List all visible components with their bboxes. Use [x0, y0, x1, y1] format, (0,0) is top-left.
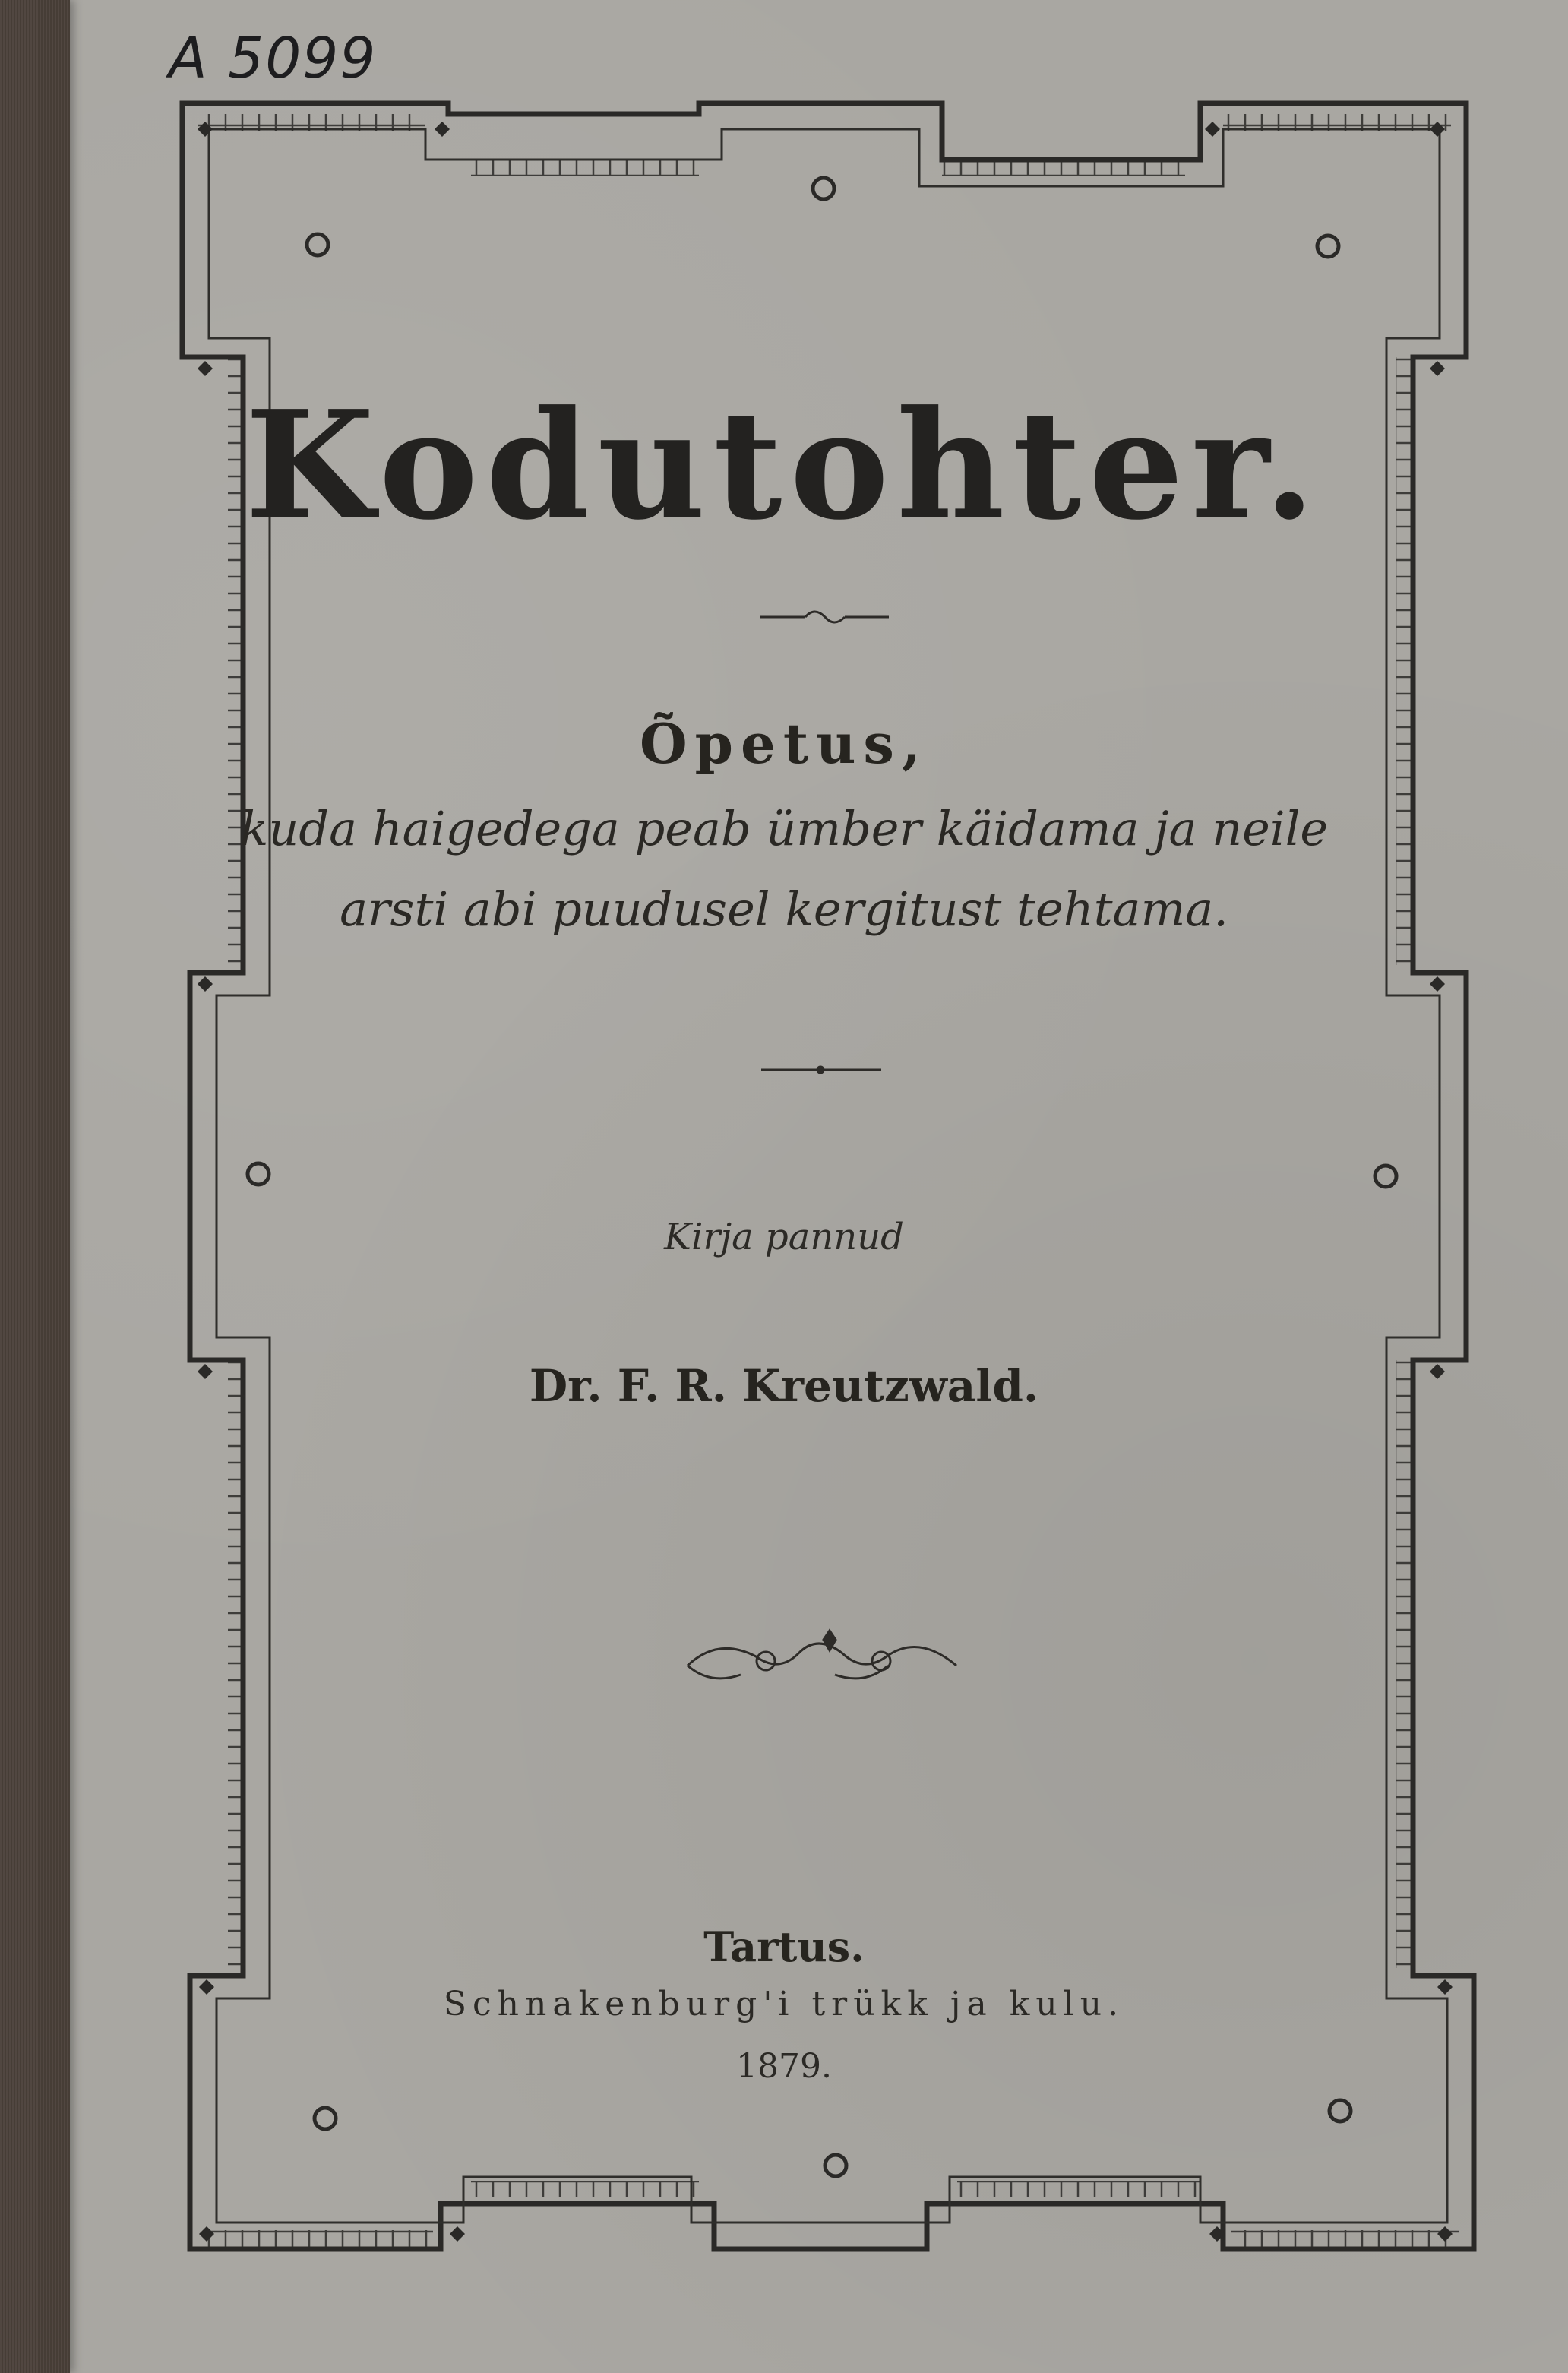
author-name: Dr. F. R. Kreutzwald.: [529, 1360, 1039, 1412]
imprint-printer: Schnakenburg'i trükk ja kulu.: [443, 1985, 1125, 2023]
book-subtitle: Õpetus,: [639, 711, 929, 776]
description-line-2: arsti abi puudusel kergitust tehtama.: [340, 881, 1228, 937]
description-line-1: kuda haigedega peab ümber käidama ja neile: [239, 801, 1329, 856]
inventory-number: A 5099: [169, 26, 378, 91]
book-title: Kodutohter.: [245, 378, 1323, 553]
imprint-year: 1879.: [736, 2047, 832, 2086]
byline: Kirja pannud: [664, 1216, 904, 1258]
imprint-city: Tartus.: [703, 1922, 865, 1971]
